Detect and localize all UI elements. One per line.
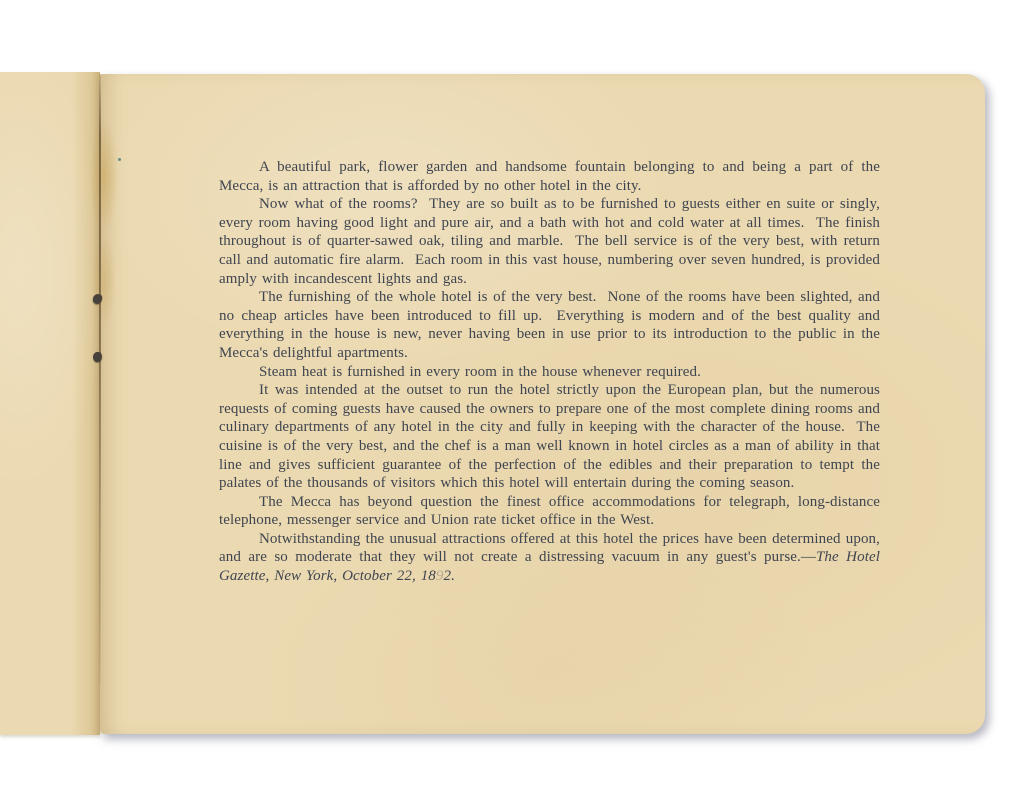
paragraph: A beautiful park, flower garden and handsome fountain belonging to and being a part of the Mecca, is an attraction that is afforded by no other hotel in the city. [219,159,880,194]
page-text-block [219,158,880,586]
closing-text: Notwithstanding the unusual attractions offered at this hotel the prices have been determined upon, and are so moderate that they will not create a distressing vacuum in any guest's purse. [219,530,880,566]
paragraph: The Mecca has beyond question the finest office accommodations for telegraph, long-distance telephone, messenger service and Union rate ticket office in the West. [219,493,880,529]
gutter-fold-crease [99,74,101,684]
paragraph: Now what of the rooms? They are so built as to be furnished to guests either en suite or singly, every room having good light and pure air, and a bath with hot and cold water at all times. The finish throughout is of quarter-sawed oak, tiling and marble. The bell service is of the very best, with return call and automatic fire alarm. Each room in this vast house, numbering over seven hundred, is provided amply with incandescent lights and gas. [219,196,880,287]
paragraph: It was intended at the outset to run the hotel strictly upon the European plan, but the numerous requests of coming guests have caused the owners to prepare one of the most complete dining rooms and culinary departments of any hotel in the city and fully in keeping with the character of the house. The cuisine is of the very best, and the chef is a man well known in hotel circles as a man of ability in that line and gives sufficient guarantee of the perfection of the edibles and their preparation to tempt the palates of the thousands of visitors which this hotel will entertain during the coming season. [219,382,880,492]
citation-text: The Hotel Gazette, New York, October 22, 18 [219,549,880,585]
paper-speck [118,158,121,161]
paragraph: Steam heat is furnished in every room in the house whenever required. [259,363,701,380]
em-dash: — [800,549,816,566]
citation-end: 2. [443,568,455,585]
right-page [100,74,985,734]
closing-paragraph [219,530,880,586]
left-page [0,72,100,735]
citation-faded-digit: 9 [435,568,444,585]
paragraph: The furnishing of the whole hotel is of the very best. None of the rooms have been slighted, and no cheap articles have been introduced to fill up. Everything is modern and of the best quality and everything in the house is new, never having been in use prior to its introduction to the public in the Mecca's delightful apartments. [219,289,880,361]
